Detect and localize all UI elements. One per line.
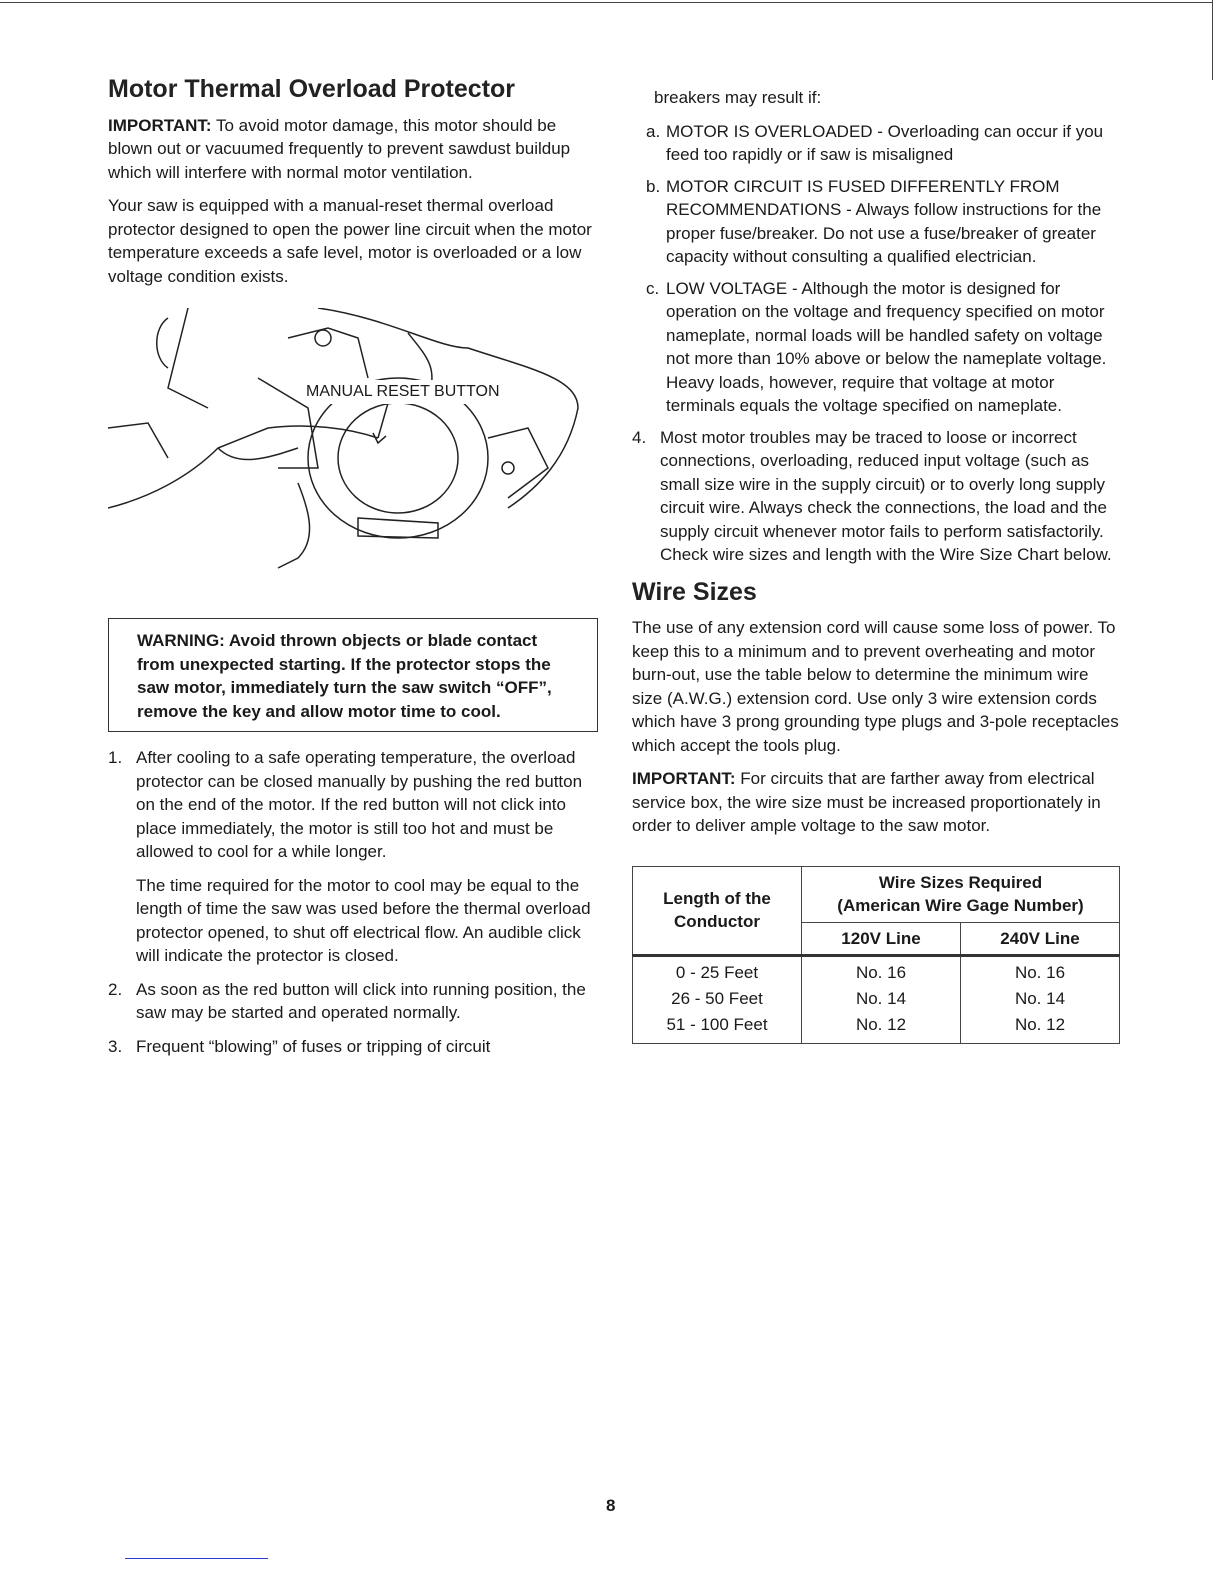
right-border bbox=[1212, 0, 1213, 80]
item-text: Most motor troubles may be traced to loose or incorrect connections, overloading, reduced input voltage (such as small size wire in the supply circuit) or to overly long supply circuit wire. Always check the connections, the load and the supply circuit whenever motor fails to perform satisfactorily. Check wire sizes and length with the Wire Size Chart below. bbox=[660, 427, 1112, 564]
cell-120v: No. 14 bbox=[802, 986, 961, 1012]
item-number: 2. bbox=[108, 979, 123, 999]
list-item bbox=[108, 746, 598, 864]
item-text: The time required for the motor to cool may be equal to the length of time the saw was used before the thermal overload protector opened, to shut off electrical flow. An audible click will indicate the protector is closed. bbox=[136, 875, 591, 965]
header-240v: 240V Line bbox=[960, 922, 1119, 956]
header-length: Length of the Conductor bbox=[633, 866, 802, 956]
item-text: Frequent “blowing” of fuses or tripping of circuit bbox=[136, 1036, 491, 1056]
header-wire-sizes bbox=[802, 866, 1120, 922]
cell-120v: No. 16 bbox=[802, 956, 961, 987]
paragraph: Your saw is equipped with a manual-reset thermal overload protector designed to open the power line circuit when the motor temperature exceeds a safe level, motor is overloaded or a low voltage condition exists. bbox=[108, 196, 592, 286]
right-column bbox=[632, 86, 1120, 1044]
important-note bbox=[632, 767, 1120, 838]
item-number: 4. bbox=[632, 427, 647, 447]
footer-line bbox=[125, 1558, 268, 1559]
table-row bbox=[633, 986, 1120, 1012]
cell-240v: No. 14 bbox=[960, 986, 1119, 1012]
page-number: 8 bbox=[606, 1496, 616, 1515]
left-column bbox=[108, 75, 598, 1068]
section-heading-thermal-protector: Motor Thermal Overload Protector bbox=[108, 75, 516, 103]
wire-size-table bbox=[632, 866, 1120, 1045]
cell-240v: No. 12 bbox=[960, 1012, 1119, 1044]
cell-length: 0 - 25 Feet bbox=[633, 956, 802, 987]
item-number: 3. bbox=[108, 1036, 123, 1056]
list-item bbox=[632, 426, 1120, 567]
list-item bbox=[108, 978, 598, 1025]
table-row bbox=[633, 1012, 1120, 1044]
motor-reset-figure bbox=[108, 308, 598, 598]
important-label: IMPORTANT: bbox=[108, 115, 212, 135]
header-line-2: (American Wire Gage Number) bbox=[837, 896, 1084, 915]
cell-240v: No. 16 bbox=[960, 956, 1119, 987]
paragraph: The use of any extension cord will cause some loss of power. To keep this to a minimum and to prevent overheating and motor burn-out, use the table below to determine the minimum wire size (A.W.G.) extension cord. Use only 3 wire extension cords which have 3 prong grounding type plugs and 3-pole receptacles which accept the tools plug. bbox=[632, 618, 1119, 755]
sub-item bbox=[646, 120, 1120, 167]
sub-item-letter: a. bbox=[646, 121, 661, 141]
important-note bbox=[108, 114, 598, 185]
item-text: As soon as the red button will click into running position, the saw may be started and operated normally. bbox=[136, 979, 586, 1022]
header-120v: 120V Line bbox=[802, 922, 961, 956]
cell-120v: No. 12 bbox=[802, 1012, 961, 1044]
item-text: After cooling to a safe operating temperature, the overload protector can be closed manually by pushing the red button on the end of the motor. If the red button will not click into place immediately, the motor is still too hot and must be allowed to cool for a while longer. bbox=[136, 748, 583, 861]
item-number bbox=[108, 874, 136, 968]
sub-item-letter: b. bbox=[646, 176, 661, 196]
list-item bbox=[108, 874, 598, 968]
table-row bbox=[633, 956, 1120, 987]
important-text: To avoid motor damage, this motor should be blown out or vacuumed frequently to prevent sawdust buildup which will interfere with normal motor ventilation. bbox=[108, 115, 571, 182]
item-number: 1. bbox=[108, 748, 123, 767]
list-item bbox=[108, 1035, 598, 1059]
sub-item-text: MOTOR CIRCUIT IS FUSED DIFFERENTLY FROM RECOMMENDATIONS - Always follow instructions for the proper fuse/breaker. Do not use a fuse/breaker of greater capacity without consulting a qualified electrician. bbox=[666, 176, 1102, 266]
sub-item bbox=[646, 277, 1120, 418]
continued-text: breakers may result if: bbox=[654, 88, 822, 107]
cell-length: 26 - 50 Feet bbox=[633, 986, 802, 1012]
sub-item-text: LOW VOLTAGE - Although the motor is designed for operation on the voltage and frequency specified on motor nameplate, normal loads will be handled safety on voltage not more than 10% above or below the nameplate voltage. Heavy loads, however, require that voltage at motor terminals equals the voltage specified on nameplate. bbox=[666, 278, 1107, 415]
important-label: IMPORTANT: bbox=[632, 769, 736, 788]
motor-illustration bbox=[108, 308, 598, 598]
important-text: For circuits that are farther away from electrical service box, the wire size must be increased proportionately in order to deliver ample voltage to the saw motor. bbox=[632, 769, 1101, 835]
sub-item-letter: c. bbox=[646, 278, 660, 298]
cell-length: 51 - 100 Feet bbox=[633, 1012, 802, 1044]
sub-item-text: MOTOR IS OVERLOADED - Overloading can occur if you feed too rapidly or if saw is misaligned bbox=[666, 121, 1104, 164]
warning-box: WARNING: Avoid thrown objects or blade contact from unexpected starting. If the protector stops the saw motor, immediately turn the saw switch “OFF”, remove the key and allow motor time to cool. bbox=[108, 618, 598, 732]
section-heading-wire-sizes: Wire Sizes bbox=[632, 577, 757, 606]
sub-item bbox=[646, 175, 1120, 269]
top-border bbox=[0, 2, 1212, 3]
figure-label: MANUAL RESET BUTTON bbox=[306, 380, 500, 404]
header-line-1: Wire Sizes Required bbox=[878, 872, 1043, 892]
